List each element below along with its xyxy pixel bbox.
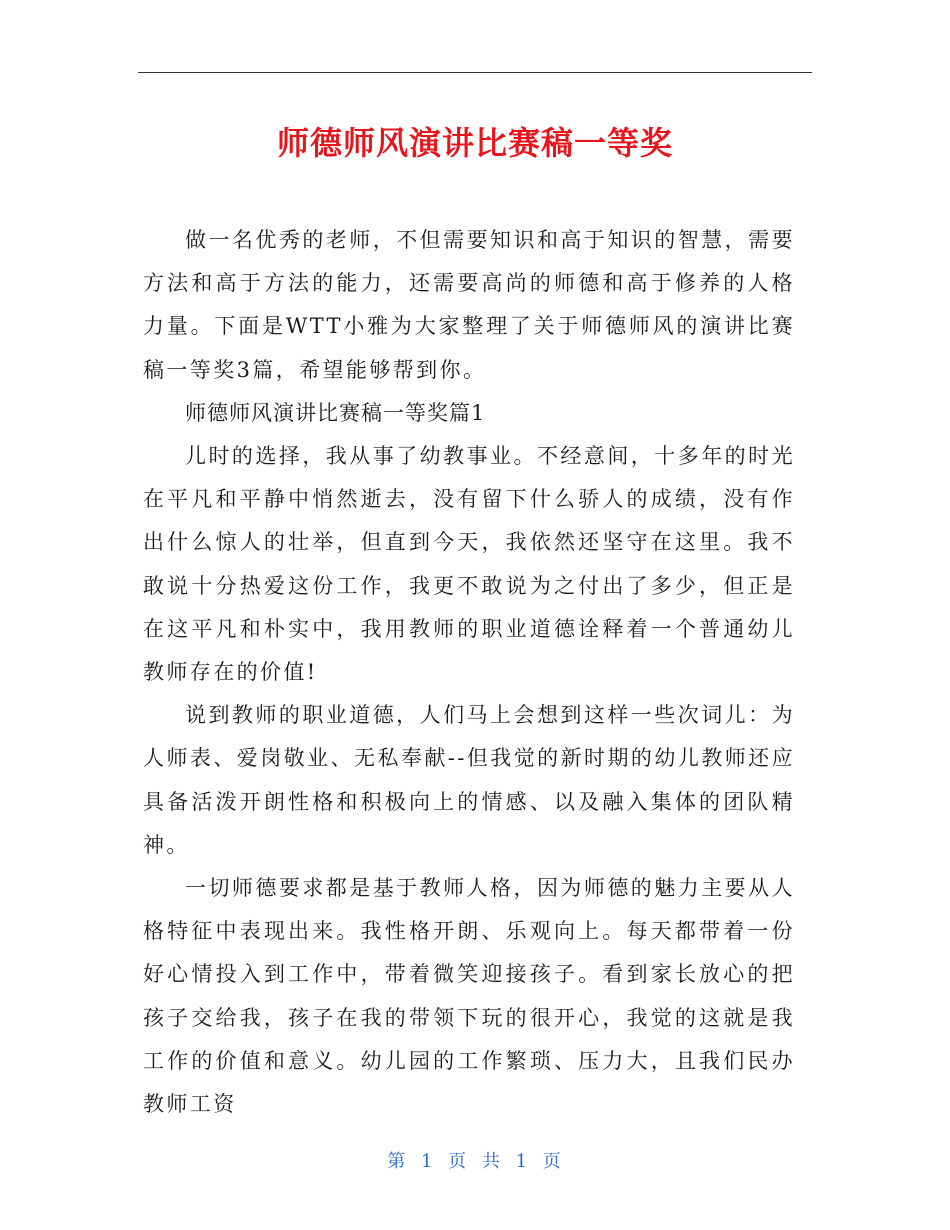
header-rule [138,72,812,73]
document-title: 师德师风演讲比赛稿一等奖 [276,124,673,162]
section-heading: 师德师风演讲比赛稿一等奖篇1 [185,400,486,425]
intro-paragraph: 做一名优秀的老师，不但需要知识和高于知识的智慧，需要方法和高于方法的能力，还需要高尚的师德和高于修养的人格力量。下面是WTT小雅为大家整理了关于师德师风的演讲比赛稿一等奖3篇，希望能够帮到你。 [143,228,795,382]
body-paragraph-2: 说到教师的职业道德，人们马上会想到这样一些次词儿：为人师表、爱岗敬业、无私奉献--但我觉的新时期的幼儿教师还应具备活泼开朗性格和积极向上的情感、以及融入集体的团队精神。 [143,703,795,857]
body-paragraph-3: 一切师德要求都是基于教师人格，因为师德的魅力主要从人格特征中表现出来。我性格开朗、乐观向上。每天都带着一份好心情投入到工作中，带着微笑迎接孩子。看到家长放心的把孩子交给我，孩子在我的带领下玩的很开心，我觉的这就是我工作的价值和意义。幼儿园的工作繁琐、压力大，且我们民办教师工资 [143,876,795,1117]
document-body [143,219,795,1126]
page-number-footer: 第 1 页 共 1 页 [387,1151,563,1172]
body-paragraph-1: 儿时的选择，我从事了幼教事业。不经意间，十多年的时光在平凡和平静中悄然逝去，没有留下什么骄人的成绩，没有作出什么惊人的壮举，但直到今天，我依然还坚守在这里。我不敢说十分热爱这份工作，我更不敢说为之付出了多少，但正是在这平凡和朴实中，我用教师的职业道德诠释着一个普通幼儿教师存在的价值! [143,444,795,685]
